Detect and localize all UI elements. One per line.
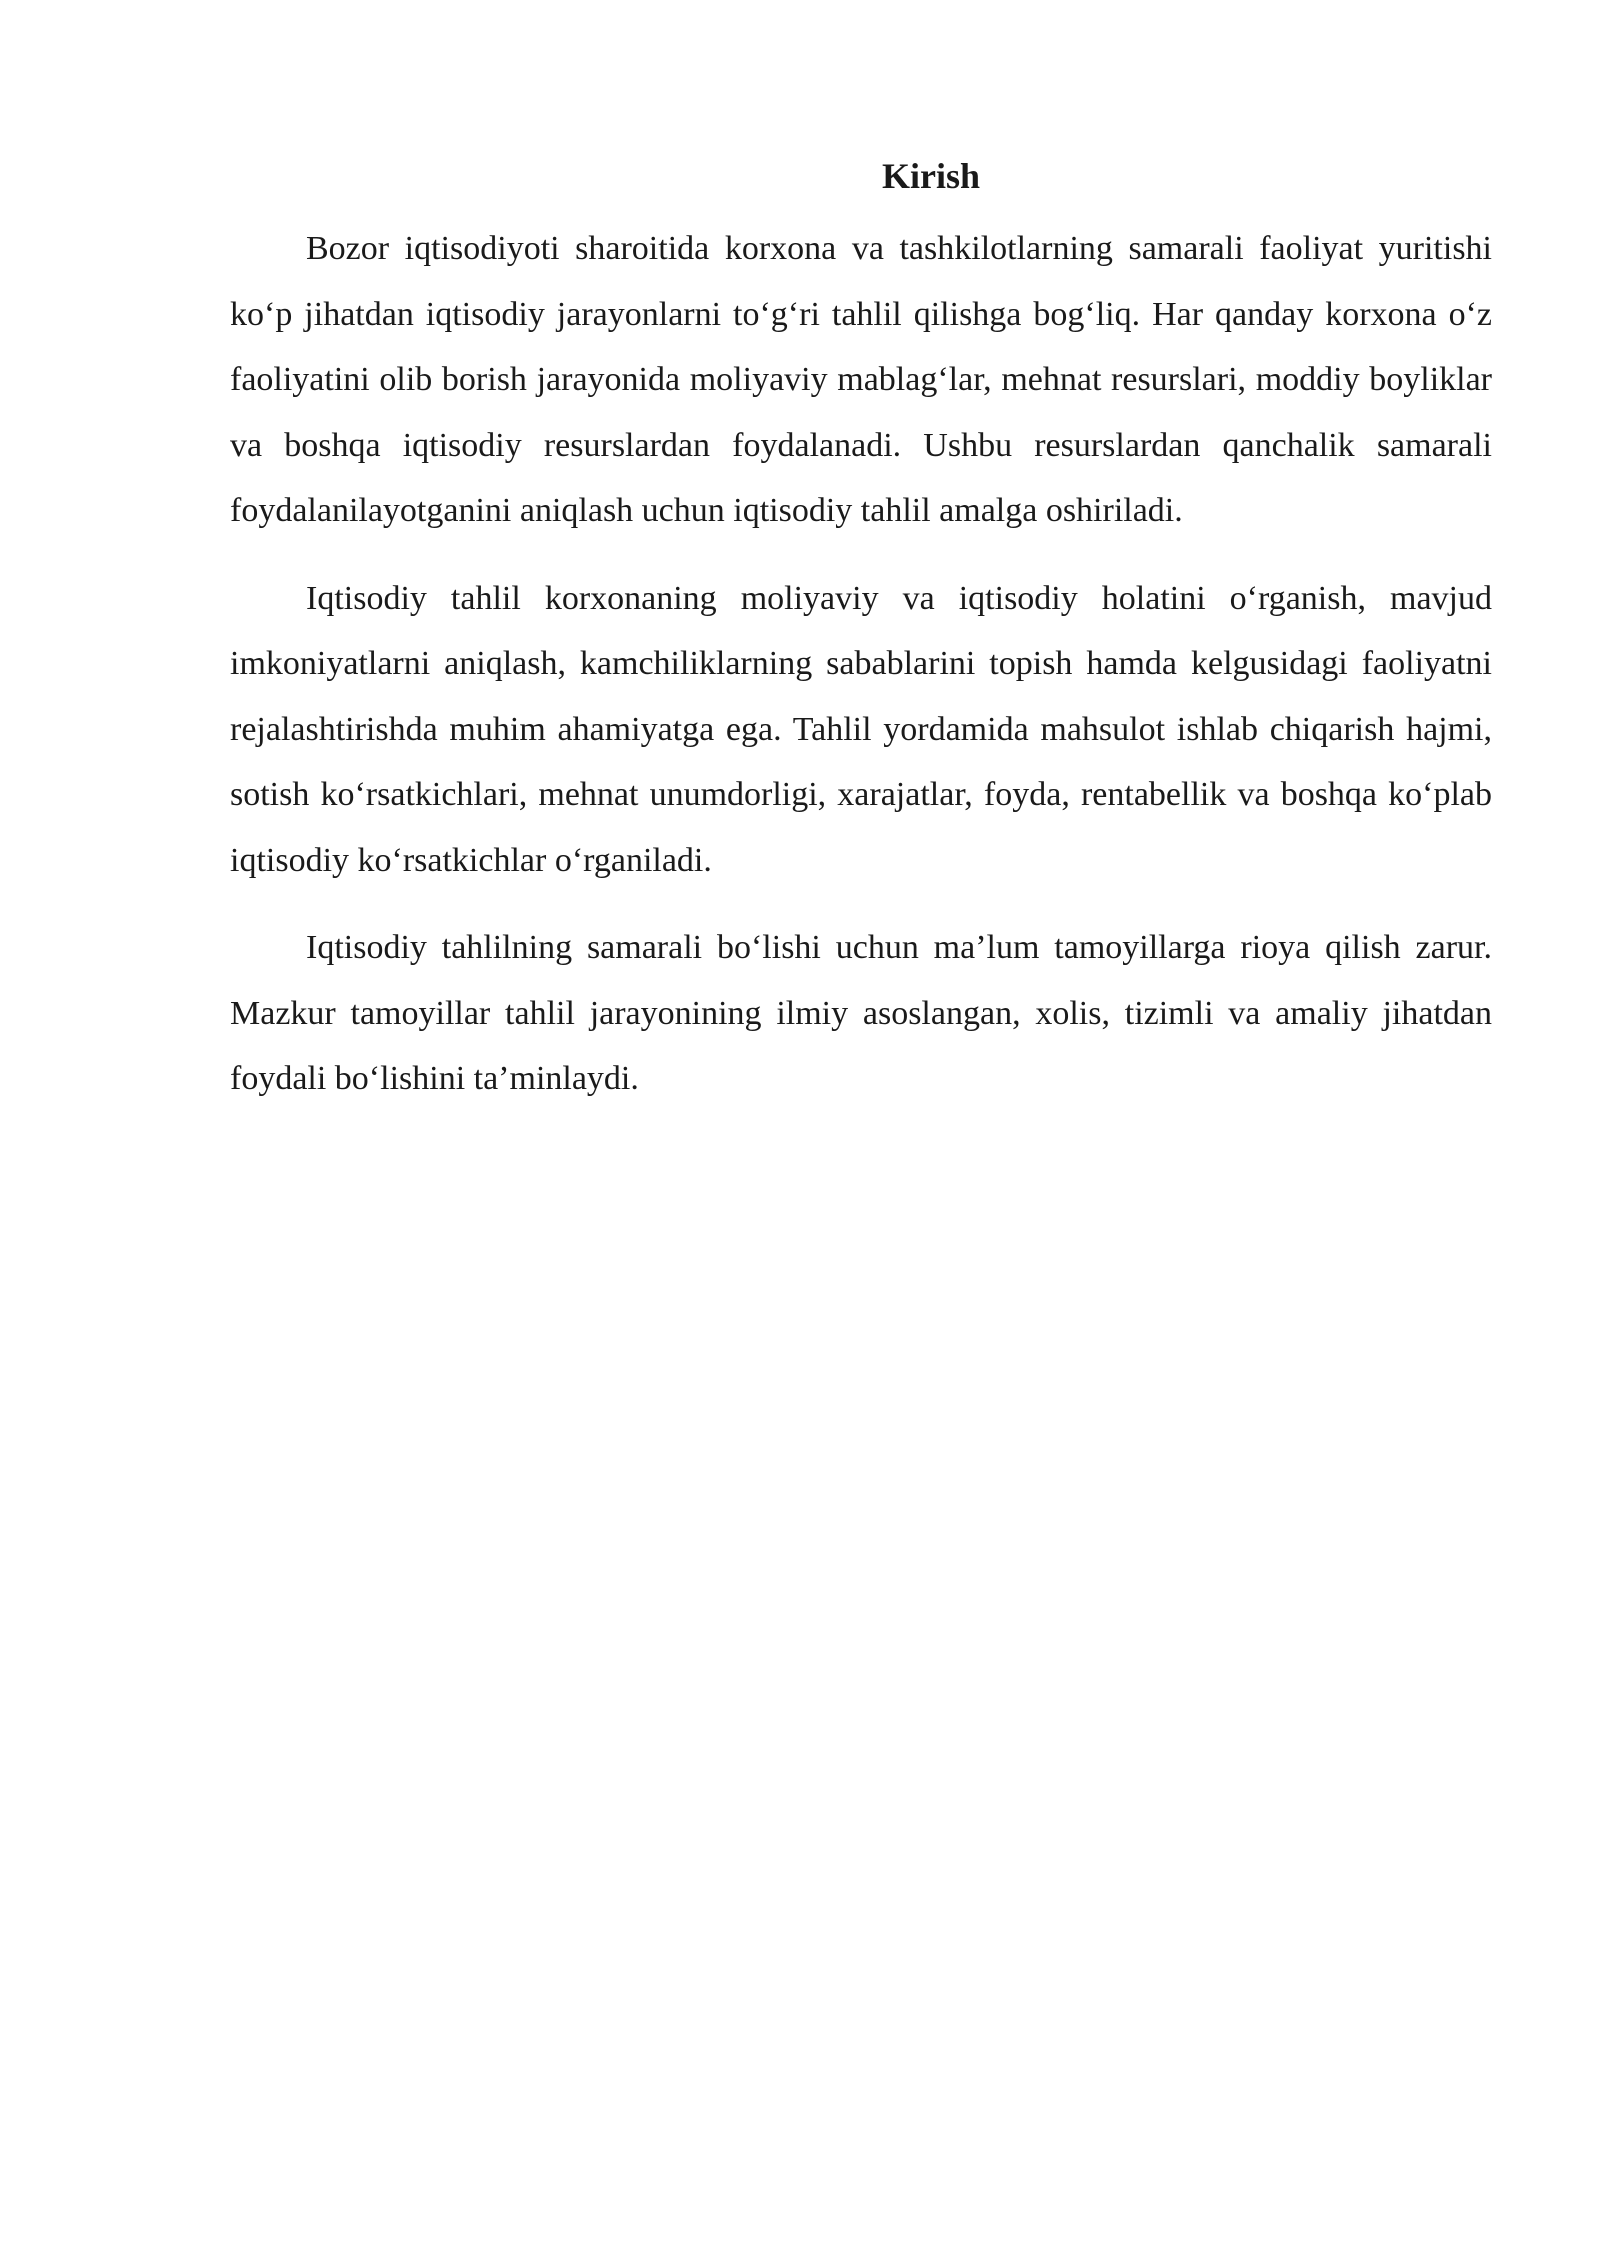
- page-title: Kirish: [881, 156, 980, 196]
- document-body: [230, 148, 1492, 1134]
- paragraph-1: Bozor iqtisodiyoti sharoitida korxona va tashkilotlarning samarali faoliyat yuritishi koʻp jihatdan iqtisodiy jarayonlarni toʻgʻri tahlil qilishga bogʻliq. Har qanday korxona oʻz faoliyatini olib borish jarayonida moliyaviy mablagʻlar, mehnat resurslari, moddiy boyliklar va boshqa iqtisodiy resurslardan foydalanadi. Ushbu resurslardan qanchalik samarali foydalanilayotganini aniqlash uchun iqtisodiy tahlil amalga oshiriladi.: [230, 230, 1492, 529]
- paragraph-2: Iqtisodiy tahlil korxonaning moliyaviy va iqtisodiy holatini oʻrganish, mavjud imkoniyatlarni aniqlash, kamchiliklarning sabablarini topish hamda kelgusidagi faoliyatni rejalashtirishda muhim ahamiyatga ega. Tahlil yordamida mahsulot ishlab chiqarish hajmi, sotish koʻrsatkichlari, mehnat unumdorligi, xarajatlar, foyda, rentabellik va boshqa koʻplab iqtisodiy koʻrsatkichlar oʻrganiladi.: [230, 579, 1492, 879]
- paragraph-3: Iqtisodiy tahlilning samarali boʻlishi uchun ma’lum tamoyillarga rioya qilish zarur. Mazkur tamoyillar tahlil jarayonining ilmiy asoslangan, xolis, tizimli va amaliy jihatdan foydali boʻlishini ta’minlaydi.: [230, 929, 1492, 1097]
